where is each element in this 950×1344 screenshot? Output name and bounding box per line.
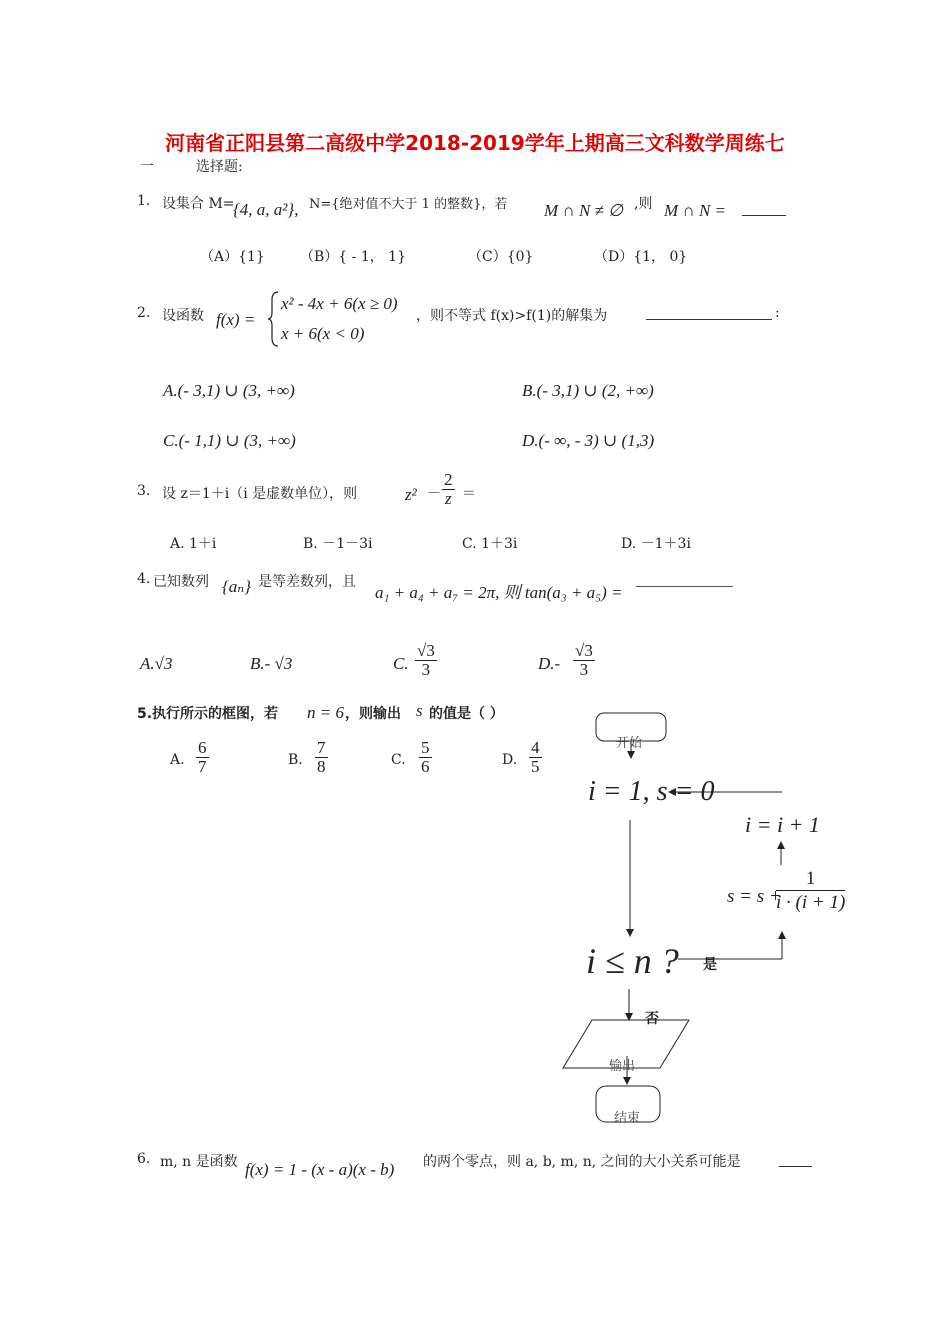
q1-option-a: （A）{1} (200, 249, 265, 265)
q2-option-a: A.(- 3,1) ∪ (3, +∞) (163, 381, 295, 400)
flow-yes-label: 是 (703, 957, 717, 973)
q2-option-c: C.(- 1,1) ∪ (3, +∞) (163, 431, 296, 450)
q5-option-c-label: C. (391, 752, 406, 768)
q4-option-a: A.√3 (140, 654, 173, 673)
q2-number: 2. (137, 305, 151, 321)
q1-number: 1. (137, 193, 151, 209)
section-number: 一 (140, 159, 154, 175)
q4-c-denominator: 3 (421, 660, 431, 679)
q2-answer-blank (646, 305, 772, 320)
q1-option-b: （B）{ - 1， 1} (300, 249, 406, 265)
q5-option-d-label: D. (502, 752, 518, 768)
q2-option-b: B.(- 3,1) ∪ (2, +∞) (522, 381, 654, 400)
q2-prefix: 设函数 (162, 308, 204, 324)
q2-brace (268, 290, 280, 348)
flow-condition: i ≤ n ? (586, 941, 679, 981)
q3-fraction (442, 471, 455, 508)
q5-a-numerator: 6 (198, 738, 207, 757)
flow-output-label: 输出 (609, 1059, 636, 1074)
q5-c-numerator: 5 (421, 738, 430, 757)
q3-option-c: C. 1＋3i (462, 536, 518, 552)
q5-option-a-label: A. (170, 752, 185, 768)
q4-answer-blank (636, 586, 733, 587)
q5-text-3: 的值是（ ） (429, 706, 504, 722)
q1-prefix: 设集合 M= (162, 196, 235, 212)
q5-option-b-label: B. (288, 752, 303, 768)
flow-increment: i = i + 1 (745, 812, 820, 837)
q6-prefix: m, n 是函数 (160, 1154, 238, 1170)
q4-d-numerator: √3 (575, 641, 593, 660)
q6-answer-blank (779, 1153, 812, 1167)
q5-text-2: ，则输出 (345, 706, 401, 722)
q5-d-numerator: 4 (531, 738, 540, 757)
flow-update-denominator: i · (i + 1) (776, 892, 846, 913)
q6-number: 6. (137, 1151, 151, 1167)
q6-suffix: 的两个零点，则 a, b, m, n, 之间的大小关系可能是 (423, 1154, 741, 1170)
q4-option-c: C. (393, 654, 409, 673)
q4-condition: a₁ + a₄ + a₇ = 2π, 则 tan(a₃ + a₅) = (375, 583, 623, 602)
flow-init: i = 1, s = 0 (588, 776, 715, 807)
flow-start-label: 开始 (616, 736, 643, 751)
q4-middle: 是等差数列，且 (258, 574, 356, 590)
q3-option-a: A. 1＋i (170, 536, 217, 552)
q1-option-c: （C）{0} (468, 249, 534, 265)
q5-b-numerator: 7 (317, 738, 326, 757)
q5-option-b-fraction (315, 739, 328, 776)
q5-d-denominator: 5 (531, 757, 540, 776)
q5-a-denominator: 7 (198, 757, 207, 776)
q5-b-denominator: 8 (317, 757, 326, 776)
page-title: 河南省正阳县第二高级中学2018-2019学年上期高三文科数学周练七 (165, 131, 785, 155)
q3-fraction-numerator: 2 (444, 470, 453, 489)
q4-option-d: D.- (538, 654, 561, 673)
q5-c-denominator: 6 (421, 757, 430, 776)
q4-number: 4. (137, 571, 151, 587)
q2-end: : (775, 305, 780, 321)
flow-update-fraction (776, 868, 845, 915)
flowchart-lines (550, 700, 850, 1140)
q4-option-c-fraction (415, 642, 437, 679)
q5-text-1: 5.执行所示的框图，若 (137, 706, 279, 722)
q4-option-b: B.- √3 (250, 654, 293, 673)
q2-function: f(x) = (216, 310, 256, 329)
q2-option-d: D.(- ∞, - 3) ∪ (1,3) (522, 431, 655, 450)
flow-update-prefix: s = s + (727, 886, 782, 907)
flow-end-label: 结束 (614, 1111, 641, 1126)
q1-option-d: （D）{1， 0} (594, 249, 688, 265)
q5-variable: s (416, 701, 423, 720)
q1-condition: M ∩ N ≠ ∅ (544, 201, 623, 220)
q3-text: 设 z＝1＋i（i 是虚数单位），则 (162, 486, 358, 502)
q4-prefix: 已知数列 (153, 574, 209, 590)
flow-update-numerator: 1 (776, 868, 845, 891)
q3-expr: z² (405, 485, 417, 504)
q3-minus: － (427, 486, 441, 502)
q4-d-denominator: 3 (579, 660, 589, 679)
q5-condition: n = 6 (307, 703, 344, 722)
q3-equals: ＝ (462, 486, 476, 502)
q1-set-n: N={绝对值不大于 1 的整数}，若 (309, 197, 508, 212)
q4-option-d-fraction (573, 642, 595, 679)
q2-case-1: x² - 4x + 6(x ≥ 0) (281, 294, 398, 313)
q1-set-m: {4, a, a²}, (233, 200, 299, 219)
q3-fraction-denominator: z (444, 489, 452, 508)
q5-option-c-fraction (419, 739, 432, 776)
q1-answer-blank (742, 201, 786, 216)
q3-option-b: B. －1－3i (303, 536, 373, 552)
q4-c-numerator: √3 (417, 641, 435, 660)
q1-ask: M ∩ N = (664, 201, 726, 220)
q5-option-d-fraction (529, 739, 542, 776)
section-label: 选择题: (196, 159, 243, 175)
q6-function: f(x) = 1 - (x - a)(x - b) (245, 1160, 395, 1179)
flow-no-label: 否 (645, 1011, 659, 1027)
q2-case-2: x + 6(x < 0) (281, 324, 365, 343)
q2-suffix: ，则不等式 f(x)>f(1)的解集为 (416, 308, 608, 324)
q4-sequence: {aₙ} (222, 577, 251, 596)
q5-option-a-fraction (196, 739, 209, 776)
q3-option-d: D. －1＋3i (621, 536, 691, 552)
q3-number: 3. (137, 483, 151, 499)
q1-then: ,则 (634, 196, 653, 212)
